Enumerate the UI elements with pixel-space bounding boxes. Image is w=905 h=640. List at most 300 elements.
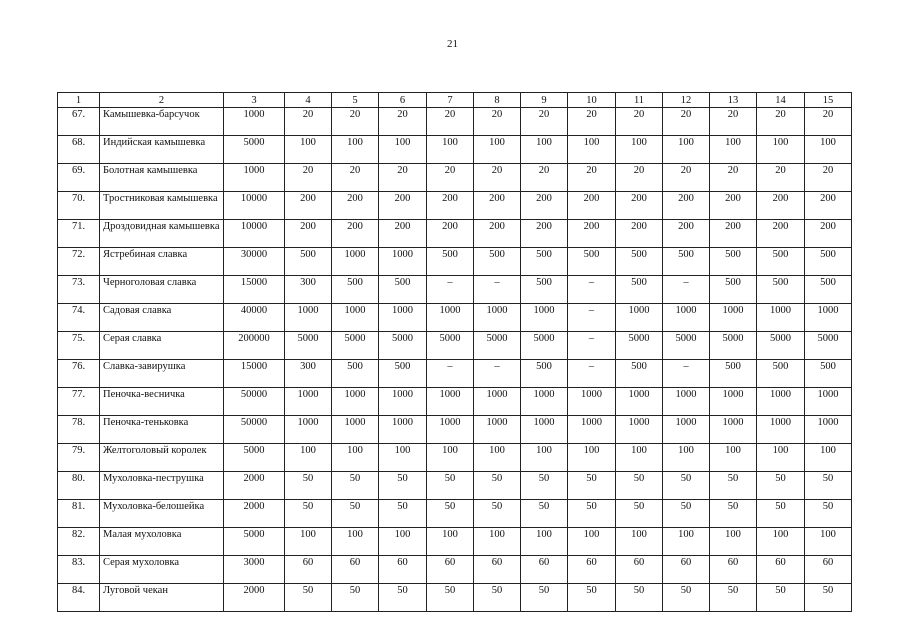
value-cell: 20	[805, 164, 852, 192]
value-cell: 50	[805, 500, 852, 528]
species-name-cell: Болотная камышевка	[100, 164, 224, 192]
value-cell: 20	[663, 164, 710, 192]
value-cell: 100	[285, 136, 332, 164]
species-name-cell: Мухоловка-белошейка	[100, 500, 224, 528]
value-cell: 50	[568, 472, 616, 500]
value-cell: 2000	[224, 500, 285, 528]
value-cell: 40000	[224, 304, 285, 332]
birds-table	[57, 92, 852, 612]
value-cell: 60	[663, 556, 710, 584]
species-name-cell: Пеночка-теньковка	[100, 416, 224, 444]
row-number-cell: 67.	[58, 108, 100, 136]
value-cell: 500	[521, 276, 568, 304]
page-number: 21	[447, 38, 458, 50]
value-cell: –	[663, 360, 710, 388]
value-cell: 20	[757, 164, 805, 192]
value-cell: 200	[332, 220, 379, 248]
row-number-cell: 81.	[58, 500, 100, 528]
value-cell: 50	[379, 472, 427, 500]
value-cell: 15000	[224, 360, 285, 388]
species-name-cell: Луговой чекан	[100, 584, 224, 612]
value-cell: 20	[332, 164, 379, 192]
value-cell: 100	[663, 528, 710, 556]
value-cell: 300	[285, 360, 332, 388]
species-name-cell: Славка-завирушка	[100, 360, 224, 388]
row-number-cell: 69.	[58, 164, 100, 192]
value-cell: 20	[379, 164, 427, 192]
value-cell: 50	[285, 500, 332, 528]
value-cell: 60	[285, 556, 332, 584]
value-cell: 100	[757, 444, 805, 472]
table-row	[58, 416, 852, 444]
value-cell: 1000	[285, 304, 332, 332]
value-cell: 3000	[224, 556, 285, 584]
value-cell: 500	[757, 360, 805, 388]
row-number-cell: 68.	[58, 136, 100, 164]
value-cell: 100	[285, 444, 332, 472]
value-cell: 200	[521, 192, 568, 220]
value-cell: 50	[663, 584, 710, 612]
value-cell: 100	[379, 136, 427, 164]
value-cell: 20	[285, 108, 332, 136]
value-cell: 300	[285, 276, 332, 304]
value-cell: 100	[521, 528, 568, 556]
value-cell: 200	[568, 220, 616, 248]
column-number-cell: 15	[805, 93, 852, 108]
value-cell: 1000	[474, 304, 521, 332]
value-cell: 100	[568, 444, 616, 472]
value-cell: 50	[332, 472, 379, 500]
value-cell: 50	[663, 500, 710, 528]
value-cell: 1000	[379, 248, 427, 276]
value-cell: 20	[757, 108, 805, 136]
value-cell: 500	[521, 360, 568, 388]
value-cell: 60	[332, 556, 379, 584]
table-row	[58, 584, 852, 612]
value-cell: 100	[663, 444, 710, 472]
value-cell: 200	[710, 220, 757, 248]
value-cell: 100	[332, 136, 379, 164]
value-cell: 15000	[224, 276, 285, 304]
value-cell: 200	[663, 220, 710, 248]
value-cell: 20	[427, 164, 474, 192]
value-cell: 200	[616, 220, 663, 248]
value-cell: 60	[427, 556, 474, 584]
value-cell: 100	[427, 444, 474, 472]
value-cell: 1000	[285, 388, 332, 416]
value-cell: 5000	[474, 332, 521, 360]
value-cell: 20	[521, 164, 568, 192]
value-cell: 30000	[224, 248, 285, 276]
row-number-cell: 82.	[58, 528, 100, 556]
value-cell: 100	[805, 528, 852, 556]
value-cell: 5000	[379, 332, 427, 360]
value-cell: 50000	[224, 416, 285, 444]
value-cell: 50	[332, 584, 379, 612]
species-name-cell: Желтоголовый королек	[100, 444, 224, 472]
table-row	[58, 388, 852, 416]
value-cell: 1000	[379, 304, 427, 332]
row-number-cell: 77.	[58, 388, 100, 416]
row-number-cell: 80.	[58, 472, 100, 500]
value-cell: 1000	[379, 388, 427, 416]
value-cell: 2000	[224, 584, 285, 612]
value-cell: 60	[568, 556, 616, 584]
value-cell: 500	[568, 248, 616, 276]
value-cell: 2000	[224, 472, 285, 500]
value-cell: 1000	[521, 304, 568, 332]
value-cell: 20	[474, 164, 521, 192]
table-header-row	[58, 93, 852, 108]
species-name-cell: Ястребиная славка	[100, 248, 224, 276]
value-cell: 1000	[663, 388, 710, 416]
value-cell: 500	[757, 276, 805, 304]
value-cell: 500	[805, 248, 852, 276]
value-cell: 50	[568, 500, 616, 528]
value-cell: 20	[521, 108, 568, 136]
value-cell: 100	[616, 444, 663, 472]
value-cell: 200	[757, 220, 805, 248]
value-cell: 100	[427, 528, 474, 556]
table-row	[58, 220, 852, 248]
value-cell: 60	[474, 556, 521, 584]
value-cell: 100	[805, 136, 852, 164]
value-cell: –	[474, 276, 521, 304]
value-cell: –	[427, 360, 474, 388]
value-cell: 100	[710, 136, 757, 164]
value-cell: –	[663, 276, 710, 304]
value-cell: 20	[568, 108, 616, 136]
value-cell: 500	[710, 276, 757, 304]
value-cell: 20	[332, 108, 379, 136]
value-cell: 100	[474, 136, 521, 164]
value-cell: 500	[710, 360, 757, 388]
value-cell: 50	[710, 584, 757, 612]
value-cell: 1000	[224, 108, 285, 136]
value-cell: 1000	[616, 416, 663, 444]
row-number-cell: 71.	[58, 220, 100, 248]
table-row	[58, 332, 852, 360]
value-cell: 200	[332, 192, 379, 220]
table-row	[58, 360, 852, 388]
value-cell: 60	[521, 556, 568, 584]
value-cell: 1000	[710, 388, 757, 416]
value-cell: 50	[427, 472, 474, 500]
value-cell: 5000	[285, 332, 332, 360]
row-number-cell: 79.	[58, 444, 100, 472]
value-cell: 500	[521, 248, 568, 276]
value-cell: 100	[710, 528, 757, 556]
value-cell: 500	[379, 360, 427, 388]
table-row	[58, 472, 852, 500]
value-cell: 50	[427, 500, 474, 528]
value-cell: 100	[474, 528, 521, 556]
value-cell: 1000	[474, 416, 521, 444]
value-cell: 20	[710, 164, 757, 192]
value-cell: 60	[757, 556, 805, 584]
column-number-cell: 5	[332, 93, 379, 108]
value-cell: 1000	[332, 248, 379, 276]
species-name-cell: Камышевка-барсучок	[100, 108, 224, 136]
value-cell: 20	[663, 108, 710, 136]
value-cell: 50	[568, 584, 616, 612]
value-cell: 100	[379, 528, 427, 556]
value-cell: 500	[285, 248, 332, 276]
value-cell: 1000	[757, 416, 805, 444]
value-cell: –	[568, 332, 616, 360]
value-cell: 1000	[521, 388, 568, 416]
column-number-cell: 9	[521, 93, 568, 108]
column-number-cell: 6	[379, 93, 427, 108]
species-name-cell: Серая славка	[100, 332, 224, 360]
value-cell: 200	[757, 192, 805, 220]
value-cell: 1000	[568, 416, 616, 444]
value-cell: 50	[521, 584, 568, 612]
value-cell: 200000	[224, 332, 285, 360]
row-number-cell: 72.	[58, 248, 100, 276]
value-cell: 5000	[521, 332, 568, 360]
value-cell: 50	[427, 584, 474, 612]
value-cell: 50	[710, 472, 757, 500]
value-cell: 200	[521, 220, 568, 248]
species-name-cell: Серая мухоловка	[100, 556, 224, 584]
column-number-cell: 8	[474, 93, 521, 108]
table-row	[58, 304, 852, 332]
table-row	[58, 556, 852, 584]
value-cell: 20	[710, 108, 757, 136]
value-cell: 200	[285, 220, 332, 248]
table-row	[58, 528, 852, 556]
species-name-cell: Мухоловка-пеструшка	[100, 472, 224, 500]
value-cell: 5000	[224, 136, 285, 164]
value-cell: 100	[710, 444, 757, 472]
column-number-cell: 10	[568, 93, 616, 108]
column-number-cell: 2	[100, 93, 224, 108]
value-cell: 5000	[224, 528, 285, 556]
table-row	[58, 276, 852, 304]
value-cell: 500	[427, 248, 474, 276]
value-cell: 200	[379, 220, 427, 248]
value-cell: 50	[474, 500, 521, 528]
value-cell: 100	[616, 136, 663, 164]
value-cell: 50	[285, 584, 332, 612]
value-cell: 1000	[757, 388, 805, 416]
value-cell: 1000	[616, 304, 663, 332]
value-cell: 50	[757, 500, 805, 528]
value-cell: 100	[568, 528, 616, 556]
species-name-cell: Пеночка-весничка	[100, 388, 224, 416]
column-number-cell: 14	[757, 93, 805, 108]
value-cell: 200	[427, 192, 474, 220]
table-row	[58, 136, 852, 164]
value-cell: 60	[379, 556, 427, 584]
value-cell: –	[568, 304, 616, 332]
column-number-cell: 13	[710, 93, 757, 108]
value-cell: 200	[427, 220, 474, 248]
species-name-cell: Малая мухоловка	[100, 528, 224, 556]
column-number-cell: 12	[663, 93, 710, 108]
value-cell: 50	[616, 500, 663, 528]
value-cell: 5000	[805, 332, 852, 360]
value-cell: 60	[616, 556, 663, 584]
value-cell: 1000	[332, 304, 379, 332]
value-cell: 50	[805, 472, 852, 500]
value-cell: 1000	[224, 164, 285, 192]
value-cell: 500	[332, 276, 379, 304]
value-cell: 1000	[805, 304, 852, 332]
value-cell: 5000	[616, 332, 663, 360]
value-cell: 200	[568, 192, 616, 220]
value-cell: 20	[285, 164, 332, 192]
value-cell: 200	[474, 220, 521, 248]
value-cell: 50	[616, 472, 663, 500]
value-cell: 1000	[427, 304, 474, 332]
value-cell: 10000	[224, 192, 285, 220]
value-cell: 1000	[663, 416, 710, 444]
species-name-cell: Черноголовая славка	[100, 276, 224, 304]
value-cell: 500	[616, 360, 663, 388]
value-cell: 500	[616, 248, 663, 276]
value-cell: 500	[805, 276, 852, 304]
table-row	[58, 444, 852, 472]
value-cell: 500	[332, 360, 379, 388]
row-number-cell: 73.	[58, 276, 100, 304]
value-cell: 1000	[474, 388, 521, 416]
value-cell: 20	[427, 108, 474, 136]
row-number-cell: 84.	[58, 584, 100, 612]
row-number-cell: 76.	[58, 360, 100, 388]
value-cell: 1000	[757, 304, 805, 332]
column-number-cell: 3	[224, 93, 285, 108]
value-cell: 5000	[710, 332, 757, 360]
value-cell: 50	[285, 472, 332, 500]
table-row	[58, 248, 852, 276]
value-cell: 50	[332, 500, 379, 528]
value-cell: 20	[616, 164, 663, 192]
value-cell: 500	[805, 360, 852, 388]
row-number-cell: 74.	[58, 304, 100, 332]
value-cell: 5000	[224, 444, 285, 472]
value-cell: 100	[568, 136, 616, 164]
value-cell: 20	[474, 108, 521, 136]
value-cell: 50000	[224, 388, 285, 416]
row-number-cell: 78.	[58, 416, 100, 444]
value-cell: 100	[521, 136, 568, 164]
value-cell: 50	[757, 584, 805, 612]
value-cell: –	[568, 276, 616, 304]
value-cell: 1000	[805, 416, 852, 444]
value-cell: 100	[805, 444, 852, 472]
table-row	[58, 164, 852, 192]
value-cell: 1000	[568, 388, 616, 416]
value-cell: 500	[616, 276, 663, 304]
value-cell: 500	[757, 248, 805, 276]
value-cell: 20	[616, 108, 663, 136]
value-cell: 20	[805, 108, 852, 136]
value-cell: 50	[521, 472, 568, 500]
value-cell: 500	[379, 276, 427, 304]
value-cell: 50	[379, 500, 427, 528]
value-cell: 1000	[427, 416, 474, 444]
row-number-cell: 75.	[58, 332, 100, 360]
value-cell: 20	[568, 164, 616, 192]
row-number-cell: 83.	[58, 556, 100, 584]
value-cell: 60	[710, 556, 757, 584]
value-cell: 100	[757, 136, 805, 164]
value-cell: 1000	[285, 416, 332, 444]
value-cell: –	[568, 360, 616, 388]
value-cell: 60	[805, 556, 852, 584]
value-cell: 50	[474, 472, 521, 500]
value-cell: 5000	[663, 332, 710, 360]
value-cell: 200	[710, 192, 757, 220]
value-cell: 100	[474, 444, 521, 472]
value-cell: 500	[663, 248, 710, 276]
value-cell: 1000	[710, 416, 757, 444]
value-cell: 1000	[805, 388, 852, 416]
value-cell: 100	[521, 444, 568, 472]
value-cell: 1000	[427, 388, 474, 416]
value-cell: 100	[663, 136, 710, 164]
value-cell: 50	[616, 584, 663, 612]
species-name-cell: Дроздовидная камышевка	[100, 220, 224, 248]
value-cell: 5000	[757, 332, 805, 360]
table-row	[58, 192, 852, 220]
value-cell: 500	[474, 248, 521, 276]
column-number-cell: 11	[616, 93, 663, 108]
value-cell: 100	[379, 444, 427, 472]
value-cell: 200	[379, 192, 427, 220]
value-cell: 1000	[616, 388, 663, 416]
species-name-cell: Садовая славка	[100, 304, 224, 332]
species-name-cell: Тростниковая камышевка	[100, 192, 224, 220]
value-cell: 200	[616, 192, 663, 220]
value-cell: 1000	[332, 388, 379, 416]
value-cell: 100	[616, 528, 663, 556]
value-cell: 1000	[521, 416, 568, 444]
value-cell: 200	[285, 192, 332, 220]
value-cell: 1000	[332, 416, 379, 444]
value-cell: 500	[710, 248, 757, 276]
value-cell: 50	[474, 584, 521, 612]
value-cell: 200	[805, 220, 852, 248]
table-row	[58, 108, 852, 136]
value-cell: 1000	[379, 416, 427, 444]
value-cell: 100	[757, 528, 805, 556]
value-cell: 200	[805, 192, 852, 220]
value-cell: 50	[521, 500, 568, 528]
value-cell: 1000	[663, 304, 710, 332]
value-cell: 100	[285, 528, 332, 556]
table-row	[58, 500, 852, 528]
value-cell: 200	[663, 192, 710, 220]
value-cell: 5000	[427, 332, 474, 360]
value-cell: 50	[710, 500, 757, 528]
row-number-cell: 70.	[58, 192, 100, 220]
value-cell: 200	[474, 192, 521, 220]
value-cell: 50	[757, 472, 805, 500]
species-name-cell: Индийская камышевка	[100, 136, 224, 164]
value-cell: 100	[427, 136, 474, 164]
column-number-cell: 1	[58, 93, 100, 108]
value-cell: 5000	[332, 332, 379, 360]
value-cell: 10000	[224, 220, 285, 248]
value-cell: 50	[663, 472, 710, 500]
column-number-cell: 7	[427, 93, 474, 108]
value-cell: 100	[332, 528, 379, 556]
column-number-cell: 4	[285, 93, 332, 108]
value-cell: –	[427, 276, 474, 304]
